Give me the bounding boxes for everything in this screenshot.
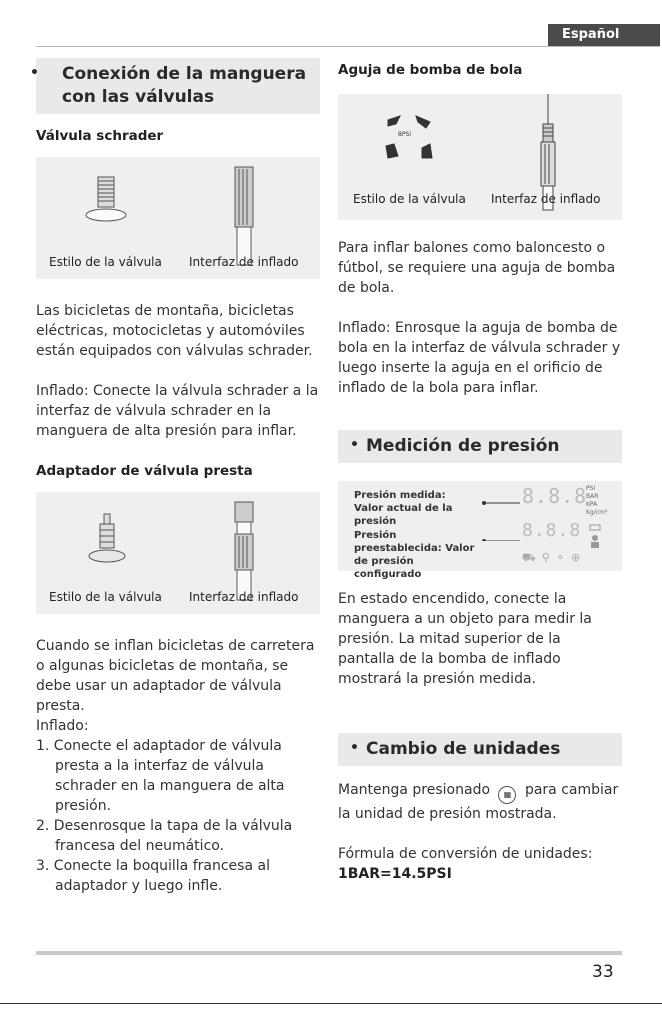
left-column <box>30 58 322 896</box>
schrader-caption-valve: Estilo de la válvula <box>49 255 162 269</box>
bullet-icon: • <box>30 65 39 81</box>
unit-bar: BAR <box>586 493 599 500</box>
schrader-caption-interface: Interfaz de inflado <box>189 255 299 269</box>
presta-caption-valve: Estilo de la válvula <box>49 590 162 604</box>
unit-psi: PSI <box>586 485 596 492</box>
section-title-connection: Conexión de la manguera con las válvulas <box>62 64 307 107</box>
pressure-description: En estado encendido, conecte la manguera a un objeto para medir la presión. La mitad superior de la pantalla de la bomba de inflado mostrará la presión medida. <box>338 591 592 687</box>
presta-interface-icon <box>232 500 256 604</box>
presta-title: Adaptador de válvula presta <box>36 463 253 479</box>
section-header-units <box>338 733 622 766</box>
presta-step: 3. Conecte la boquilla francesa al adaptador y luego infle. <box>36 858 270 894</box>
battery-person-icons <box>588 523 604 553</box>
ball-gauge-icon <box>384 114 436 162</box>
presta-image-box <box>36 492 320 614</box>
right-column <box>338 58 624 884</box>
units-instructions <box>338 780 624 824</box>
label-preset: Presión preestablecida: Valor de presión configurado <box>354 530 475 580</box>
mode-icons: ⛟⚲⚬⊕ <box>522 551 587 564</box>
bottom-divider <box>36 951 622 955</box>
pressure-arrows <box>482 499 524 541</box>
bullet-icon: • <box>350 437 359 453</box>
label-measured: Presión medida: Valor actual de la presión <box>354 490 453 527</box>
presta-inflate-label: Inflado: <box>36 718 89 734</box>
presta-step: 1. Conecte el adaptador de válvula presta a la interfaz de válvula schrader en la manguera de alta presión. <box>36 738 285 814</box>
schrader-image-box <box>36 157 320 279</box>
formula: 1BAR=14.5PSI <box>338 866 452 882</box>
ball-title: Aguja de bomba de bola <box>338 62 523 78</box>
schrader-interface-icon <box>232 165 256 269</box>
unit-kgcm: Kg/cm² <box>586 509 608 516</box>
section-header-pressure <box>338 430 622 463</box>
presta-caption-interface: Interfaz de inflado <box>189 590 299 604</box>
pressure-display-box <box>338 481 622 580</box>
units-text-before: Mantenga presionado <box>338 782 491 798</box>
bullet-icon: • <box>350 740 359 756</box>
section-header-connection <box>30 58 320 114</box>
unit-button-icon: ▦ <box>498 786 516 804</box>
ball-caption-valve: Estilo de la válvula <box>353 192 466 206</box>
lcd-preset-digits: 8.8.8 <box>522 520 582 541</box>
presta-valve-icon <box>88 512 128 572</box>
ball-gauge-label: 8PSI <box>398 131 412 138</box>
unit-list <box>586 485 607 517</box>
unit-kpa: KPA <box>586 501 598 508</box>
presta-description: Cuando se inflan bicicletas de carretera o algunas bicicletas de montaña, se debe usar un adaptador de válvula presta. <box>36 638 315 714</box>
schrader-description: Las bicicletas de montaña, bicicletas eléctricas, motocicletas y automóviles están equipados con válvulas schrader. <box>36 303 313 359</box>
ball-description: Para inflar balones como baloncesto o fútbol, se requiere una aguja de bomba de bola. <box>338 240 616 296</box>
section-title-pressure: Medición de presión <box>366 436 560 456</box>
language-tab: Español <box>548 24 660 46</box>
top-divider <box>36 46 660 47</box>
ball-image-box <box>338 94 622 220</box>
ball-inflate-text: Inflado: Enrosque la aguja de bomba de bola en la interfaz de válvula schrader y luego inserte la aguja en el orificio de inflado de la bola para inflar. <box>338 320 621 396</box>
presta-steps <box>36 736 322 896</box>
section-title-units: Cambio de unidades <box>366 739 561 759</box>
footer-line <box>0 1003 662 1004</box>
ball-caption-interface: Interfaz de inflado <box>491 192 601 206</box>
lcd-measured-digits: 8.8.8 <box>522 484 588 508</box>
page-number: 33 <box>592 962 614 982</box>
schrader-inflate-text: Inflado: Conecte la válvula schrader a la interfaz de válvula schrader en la manguera de alta presión para inflar. <box>36 383 319 439</box>
units-text-after: para cambiar la unidad de presión mostrada. <box>338 782 619 822</box>
schrader-title: Válvula schrader <box>36 128 164 144</box>
schrader-valve-icon <box>84 175 132 231</box>
presta-step: 2. Desenrosque la tapa de la válvula francesa del neumático. <box>36 818 293 854</box>
formula-label: Fórmula de conversión de unidades: <box>338 846 593 862</box>
